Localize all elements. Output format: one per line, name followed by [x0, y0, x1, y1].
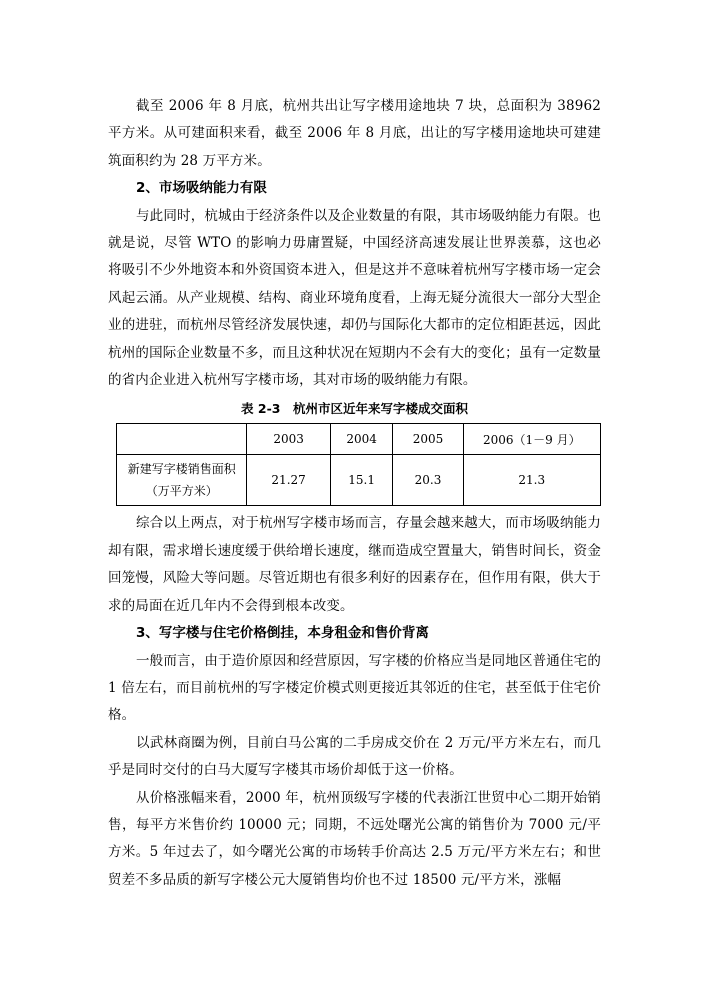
table-header-cell: 2006（1－9 月）	[463, 424, 600, 455]
paragraph-price-growth: 从价格涨幅来看，2000 年，杭州顶级写字楼的代表浙江世贸中心二期开始销售，每平方米售价约 10000 元；同期，不远处曙光公寓的销售价为 7000 元/平方米。5 年过去了，如今曙光公寓的市场转手价高达 2.5 万元/平方米左右；和世贸差不多品质的新写字楼公元大厦销售均价也不过 18500 元/平方米，涨幅	[108, 789, 601, 888]
table-header-cell: 2003	[247, 424, 330, 455]
table-header-cell: 2004	[330, 424, 393, 455]
table-cell: 20.3	[393, 455, 463, 506]
heading-market-absorption: 2、市场吸纳能力有限	[136, 180, 267, 197]
table-cell: 15.1	[330, 455, 393, 506]
table-row	[117, 455, 601, 506]
transaction-area-table	[116, 423, 601, 506]
table-header-cell: 2005	[393, 424, 463, 455]
row-label-line: 新建写字楼销售面积	[127, 462, 236, 477]
paragraph-pricing-model: 一般而言，由于造价原因和经营原因，写字楼的价格应当是同地区普通住宅的 1 倍左右，而目前杭州的写字楼定价模式则更接近其邻近的住宅，甚至低于住宅价格。	[108, 652, 601, 724]
table-caption: 表 2-3 杭州市区近年来写字楼成交面积	[241, 401, 468, 417]
row-label-cell	[117, 455, 247, 506]
paragraph-land-transfer: 截至 2006 年 8 月底，杭州共出让写字楼用途地块 7 块，总面积为 38962 平方米。从可建面积来看，截至 2006 年 8 月底，出让的写字楼用途地块可建建筑面积约为 28 万平方米。	[108, 98, 601, 169]
table-header-cell	[117, 424, 247, 455]
table-header-row	[117, 424, 601, 455]
paragraph-summary: 综合以上两点，对于杭州写字楼市场而言，存量会越来越大，而市场吸纳能力却有限，需求增长速度缓于供给增长速度，继而造成空置量大，销售时间长，资金回笼慢，风险大等问题。尽管近期也有很多利好的因素存在，但作用有限，供大于求的局面在近几年内不会得到根本改变。	[108, 515, 601, 614]
heading-price-inversion: 3、写字楼与住宅价格倒挂，本身租金和售价背离	[136, 625, 429, 642]
row-label-unit: （万平方米）	[145, 484, 218, 499]
table-cell: 21.3	[463, 455, 600, 506]
table-cell: 21.27	[247, 455, 330, 506]
paragraph-absorption: 与此同时，杭城由于经济条件以及企业数量的有限，其市场吸纳能力有限。也就是说，尽管 WTO 的影响力毋庸置疑，中国经济高速发展让世界羡慕，这也必将吸引不少外地资本和外资国资本进入，但是这并不意味着杭州写字楼市场一定会风起云涌。从产业规模、结构、商业环境角度看，上海无疑分流很大一部分大型企业的进驻，而杭州尽管经济发展快速，却仍与国际化大都市的定位相距甚远，因此杭州的国际企业数量不多，而且这种状况在短期内不会有大的变化；虽有一定数量的省内企业进入杭州写字楼市场，其对市场的吸纳能力有限。	[108, 207, 601, 389]
document-page	[108, 93, 601, 894]
paragraph-wulin-example: 以武林商圈为例，目前白马公寓的二手房成交价在 2 万元/平方米左右，而几乎是同时交付的白马大厦写字楼其市场价却低于这一价格。	[108, 734, 601, 779]
